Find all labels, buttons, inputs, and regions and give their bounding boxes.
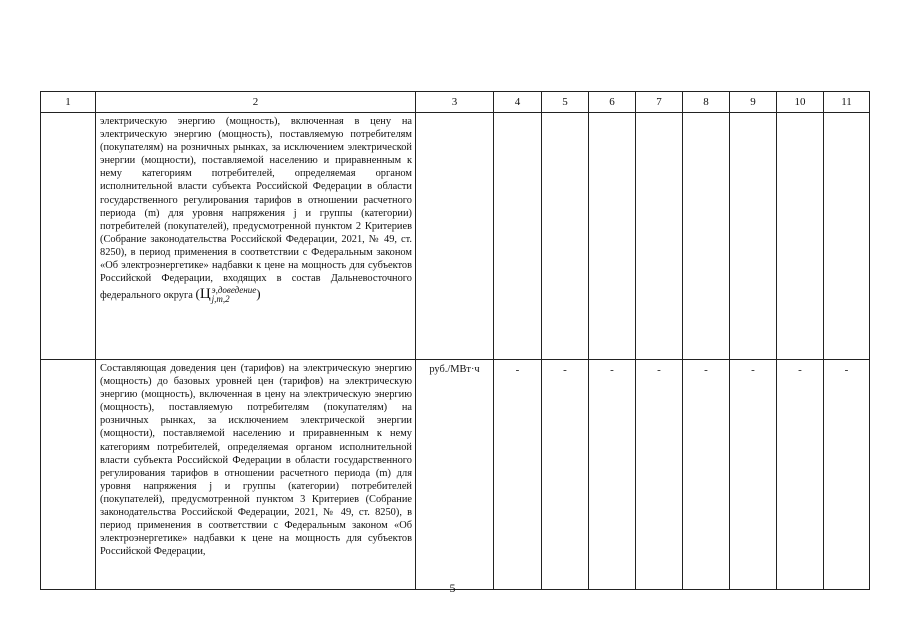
page-number: 5 [449,581,456,595]
formula-superscript: э,доведение [211,285,257,296]
formula-subscript: j,m,2 [211,294,230,305]
value-cell: - [542,360,589,590]
header-cell: 8 [683,92,730,113]
value-cell: - [777,360,824,590]
value-cell: - [824,360,870,590]
description-text: электрическую энергию (мощность), включенная в цену на электрическую энергию (мощность), поставляемую потребителям (покупателям) на розничных рынках, за исключением электрической энергии (мощности), поставляемой населению и приравненным к нему категориям потребителей, определяемая органом исполнительной власти субъекта Российской Федерации в области государственного регулирования тарифов в отношении расчетного периода (m) для уровня напряжения j и группы (категории) потребителей (покупателей), предусмотренной пунктом 2 Критериев (Собрание законодательства Российской Федерации, 2021, № 49, ст. 8250), в период применения в соответствии с Федеральным законом «Об электроэнергетике» надбавки к цене на мощность для субъектов Российской Федерации, входящих в состав Дальневосточного федерального округа [100,116,412,302]
header-cell: 10 [777,92,824,113]
formula-open-paren: ( [195,286,200,302]
value-cell [494,113,542,360]
row-number-cell [41,360,96,590]
header-cell: 3 [416,92,494,113]
price-formula [195,286,260,304]
value-cell: - [494,360,542,590]
description-cell [96,113,416,360]
row-number-cell [41,113,96,360]
value-cell [824,113,870,360]
header-cell: 4 [494,92,542,113]
description-text: Составляющая доведения цен (тарифов) на электрическую энергию (мощность) до базовых уровней цен (тарифов) на электрическую энергию (мощность), включенная в цену на электрическую энергию (мощность), поставляемую потребителям (покупателям) на розничных рынках, за исключением электрической энергии (мощности), поставляемой населению и приравненным к нему категориям потребителей, определяемая органом исполнительной власти субъекта Российской Федерации в области государственного регулирования тарифов в отношении расчетного периода (m) для уровня напряжения j и группы (категории) потребителей (покупателей), предусмотренной пунктом 3 Критериев (Собрание законодательства Российской Федерации, 2021, № 49, ст. 8250), в период применения в соответствии с Федеральным законом «Об электроэнергетике» надбавки к цене на мощность для субъектов Российской Федерации, [100,363,412,558]
value-cell [589,113,636,360]
description-cell [96,360,416,590]
formula-close-paren: ) [256,286,261,302]
value-cell [636,113,683,360]
unit-cell [416,113,494,360]
table-row [41,113,870,360]
header-cell: 11 [824,92,870,113]
header-cell: 5 [542,92,589,113]
unit-cell: руб./МВт·ч [416,360,494,590]
value-cell [683,113,730,360]
tariff-table [40,91,870,590]
table-row [41,360,870,590]
value-cell [542,113,589,360]
value-cell: - [683,360,730,590]
value-cell: - [730,360,777,590]
value-cell: - [589,360,636,590]
header-row [41,92,870,113]
value-cell: - [636,360,683,590]
header-cell: 1 [41,92,96,113]
header-cell: 6 [589,92,636,113]
header-cell: 9 [730,92,777,113]
value-cell [777,113,824,360]
formula-symbol: Ц [199,286,211,303]
header-cell: 2 [96,92,416,113]
header-cell: 7 [636,92,683,113]
value-cell [730,113,777,360]
